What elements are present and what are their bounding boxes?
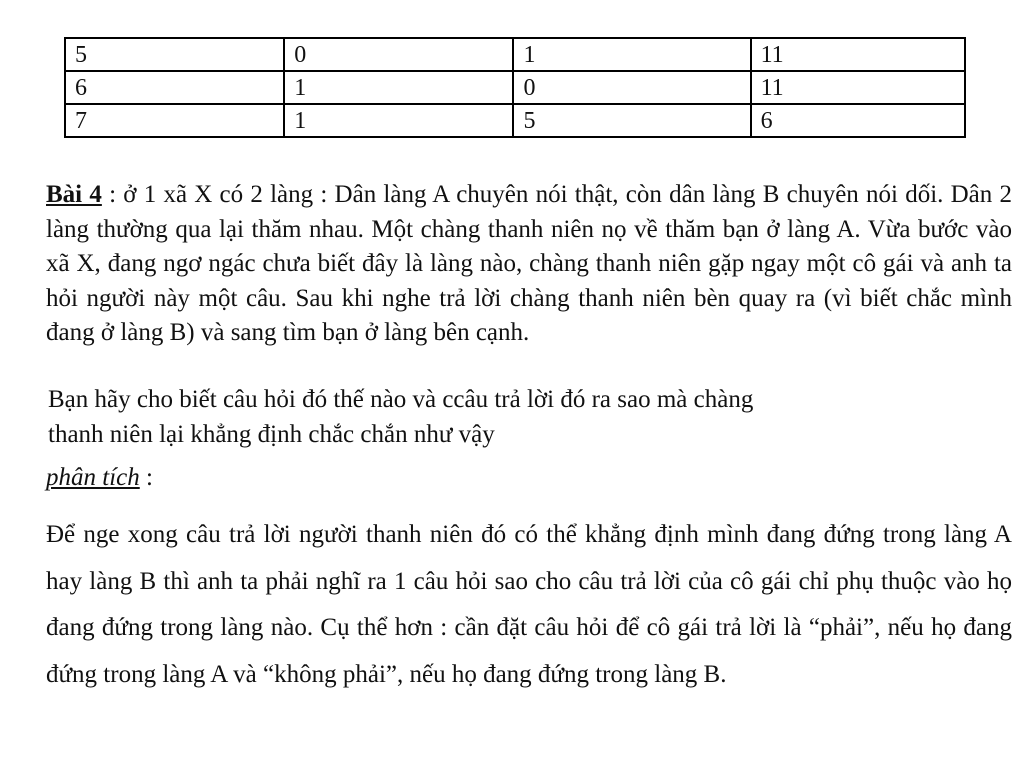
table-cell: 7 <box>65 104 284 137</box>
table-row <box>65 71 965 104</box>
table-cell: 5 <box>65 38 284 71</box>
problem-text: : ở 1 xã X có 2 làng : Dân làng A chuyên nói thật, còn dân làng B chuyên nói dối. Dân 2 làng thường qua lại thăm nhau. Một chàng thanh niên nọ về thăm bạn ở làng A. Vừa bước vào xã X, đang ngơ ngác chưa biết đây là làng nào, chàng thanh niên gặp ngay một cô gái và anh ta hỏi người này một câu. Sau khi nghe trả lời chàng thanh niên bèn quay ra (vì biết chắc mình đang ở làng B) và sang tìm bạn ở làng bên cạnh. <box>46 181 1012 347</box>
problem-heading: Bài 4 <box>46 181 102 208</box>
table-cell: 5 <box>513 104 750 137</box>
question-paragraph <box>48 383 1014 452</box>
analysis-label-suffix: : <box>139 464 153 491</box>
table-cell: 1 <box>284 71 513 104</box>
data-table <box>64 37 966 138</box>
analysis-label: phân tích <box>46 464 140 491</box>
table-cell: 1 <box>284 104 513 137</box>
table-row <box>65 104 965 137</box>
table-row <box>65 38 965 71</box>
table-cell: 11 <box>751 38 965 71</box>
table-cell: 6 <box>65 71 284 104</box>
table-cell: 6 <box>751 104 965 137</box>
question-line: Bạn hãy cho biết câu hỏi đó thế nào và ccâu trả lời đó ra sao mà chàng <box>48 386 754 413</box>
table-cell: 0 <box>284 38 513 71</box>
problem-paragraph <box>46 178 1012 351</box>
analysis-paragraph: Để nge xong câu trả lời người thanh niên đó có thể khẳng định mình đang đứng trong làng A hay làng B thì anh ta phải nghĩ ra 1 câu hỏi sao cho câu trả lời của cô gái chỉ phụ thuộc vào họ đang đứng trong làng nào. Cụ thể hơn : cần đặt câu hỏi để cô gái trả lời là “phải”, nếu họ đang đứng trong làng A và “không phải”, nếu họ đang đứng trong làng B. <box>46 521 1012 688</box>
table-cell: 11 <box>751 71 965 104</box>
table-cell: 0 <box>513 71 750 104</box>
table-cell: 1 <box>513 38 750 71</box>
question-line: thanh niên lại khẳng định chắc chắn như vậy <box>48 420 495 448</box>
analysis-heading <box>46 461 153 495</box>
